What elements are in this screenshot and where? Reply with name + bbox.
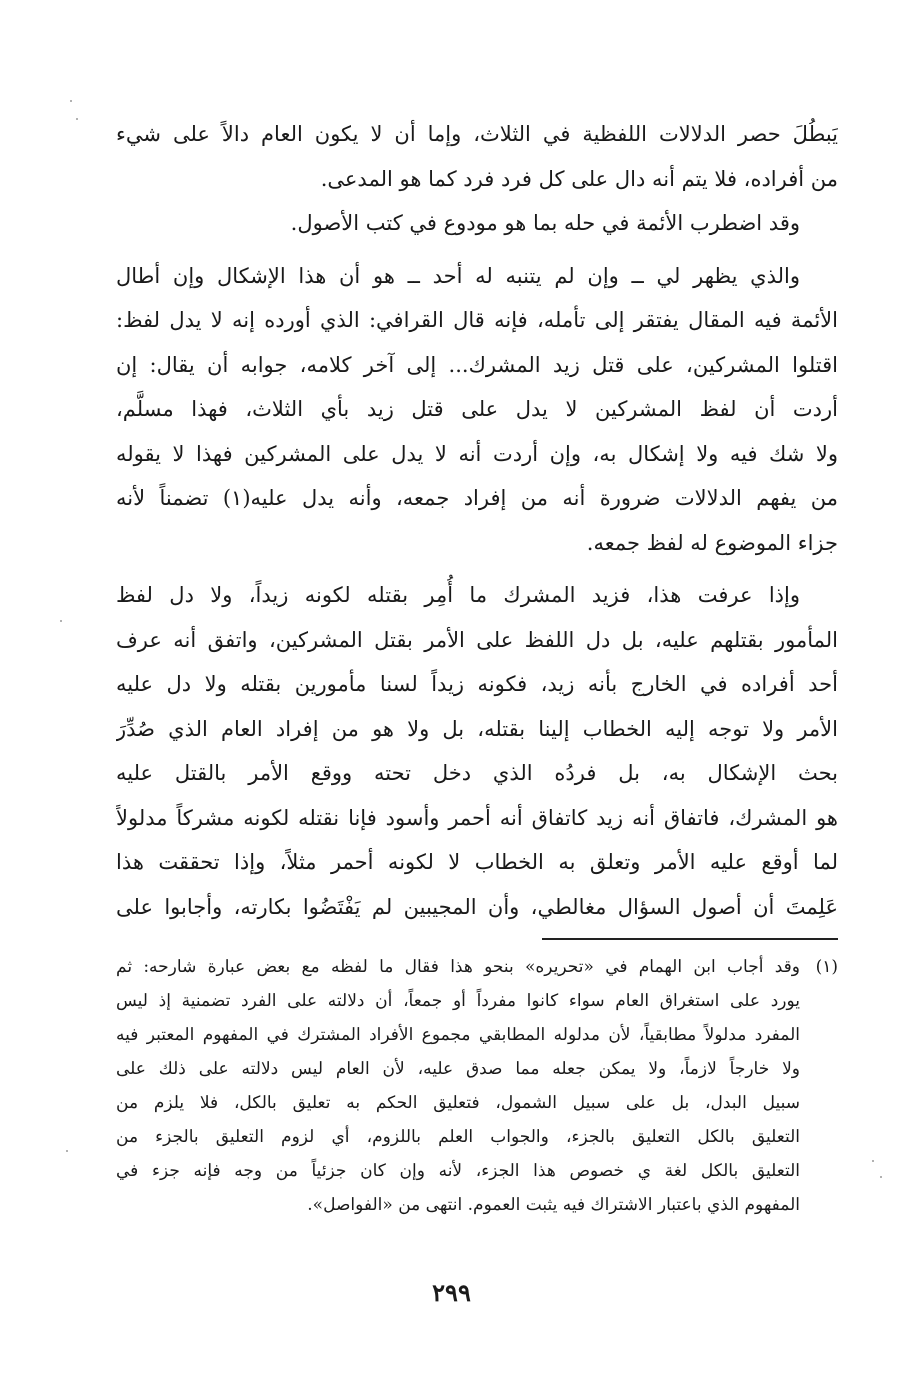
text-line: من يفهم الدلالات ضرورة أنه من إفراد جمعه، وأنه يدل عليه(١) تضمناً لأنه	[116, 486, 838, 510]
text-line: اقتلوا المشركين، على قتل زيد المشرك... إلى آخر كلامه، جوابه أن يقال: إن	[116, 352, 838, 377]
text-line: الأمر ولا توجه إليه الخطاب إلينا بقتله، بل ولا هو من إفراد العام الذي صُدِّرَ	[116, 716, 838, 741]
footnote-line: سبيل البدل، بل على سبيل الشمول، فتعليق الحكم به تعليق بالكل، فلا يلزم من	[116, 1093, 800, 1113]
text-line: هو المشرك، فاتفاق أنه زيد كاتفاق أنه أحمر وأسود فإنا نقتله لكونه مشركاً مدلولاً	[116, 805, 838, 830]
text-line: المأمور بقتلهم عليه، بل دل اللفظ على الأمر بقتل المشركين، واتفق أنه عرف	[116, 627, 838, 652]
scan-speck	[70, 100, 72, 102]
text-line: لما أوقع عليه الأمر وتعلق به الخطاب لا لكونه أحمر مثلاً، وإذا تحققت هذا	[116, 850, 838, 874]
text-line: ولا شك فيه ولا إشكال به، وإن أردت أنه لا يدل على المشركين فهذا لا يقوله	[116, 441, 838, 466]
scan-speck	[872, 1160, 874, 1162]
footnote-line: وقد أجاب ابن الهمام في «تحريره» بنحو هذا فقال ما لفظه مع بعض عبارة شارحه: ثم	[116, 957, 800, 977]
text-line: والذي يظهر لي ــ وإن لم يتنبه له أحد ــ هو أن هذا الإشكال وإن أطال	[116, 263, 800, 288]
footnote-line: التعليق بالكل التعليق بالجزء، والجواب العلم باللزوم، أي لزوم التعليق بالجزء من	[116, 1127, 800, 1147]
scan-speck	[60, 620, 62, 622]
text-line: يَبطُلَ حصر الدلالات اللفظية في الثلاث، وإما أن لا يكون العام دالاً على شيء	[116, 122, 838, 146]
text-line: عَلِمتَ أن أصول السؤال مغالطي، وأن المجيبين لم يَفْتَضُوا بكارته، وأجابوا على	[116, 894, 838, 919]
footnote-separator	[542, 938, 838, 940]
footnote-line: المفهوم الذي باعتبار الاشتراك فيه يثبت العموم. انتهى من «الفواصل».	[307, 1195, 800, 1215]
footnote-line: التعليق بالكل لغة ي خصوص هذا الجزء، لأنه وإن كان جزئياً من وجه فإنه جزء في	[116, 1161, 800, 1181]
paragraph-gap	[116, 246, 838, 254]
text-line: وقد اضطرب الأئمة في حله بما هو مودوع في كتب الأصول.	[290, 211, 800, 235]
text-line: أحد أفراده في الخارج بأنه زيد، فكونه زيداً لسنا مأمورين بقتله ولا دل عليه	[116, 672, 838, 696]
footnote-marker: (١)	[815, 957, 838, 977]
paragraph-gap	[116, 565, 838, 573]
scan-speck	[66, 1150, 68, 1152]
scan-speck	[880, 1176, 882, 1178]
text-line: بحث الإشكال به، بل فردُه الذي دخل تحته ووقع الأمر بالقتل عليه	[116, 761, 838, 785]
scan-speck	[76, 118, 78, 120]
text-line: أردت أن لفظ المشركين لا يدل على قتل زيد بأي الثلاث، فهذا مسلَّم،	[116, 397, 838, 421]
main-text	[116, 112, 838, 929]
footnote-line: ولا خارجاً لازماً، ولا يمكن جعله مما صدق عليه، لأن العام ليس دلالته على ذلك على	[116, 1059, 800, 1079]
page-number: ٢٩٩	[432, 1278, 471, 1307]
text-line: من أفراده، فلا يتم أنه دال على كل فرد فرد كما هو المدعى.	[320, 166, 838, 191]
footnote-line: المفرد مدلولاً مطابقياً، لأن مدلوله المطابقي مجموع الأفراد المشترك في المفهوم المعتبر فيه	[116, 1025, 800, 1045]
footnote-line: يورد على استغراق العام سواء كانوا مفرداً أو جمعاً، أن دلالته على الفرد تضمنية إذ ليس	[116, 991, 800, 1011]
text-line: وإذا عرفت هذا، فزيد المشرك ما أُمِر بقتله لكونه زيداً، ولا دل لفظ	[116, 583, 800, 607]
text-line: الأئمة فيه المقال يفتقر إلى تأمله، فإنه قال القرافي: الذي أورده إنه لا يدل لفظ:	[116, 308, 838, 332]
text-line: جزاء الموضوع له لفظ جمعه.	[586, 530, 838, 555]
footnote	[116, 950, 838, 1222]
